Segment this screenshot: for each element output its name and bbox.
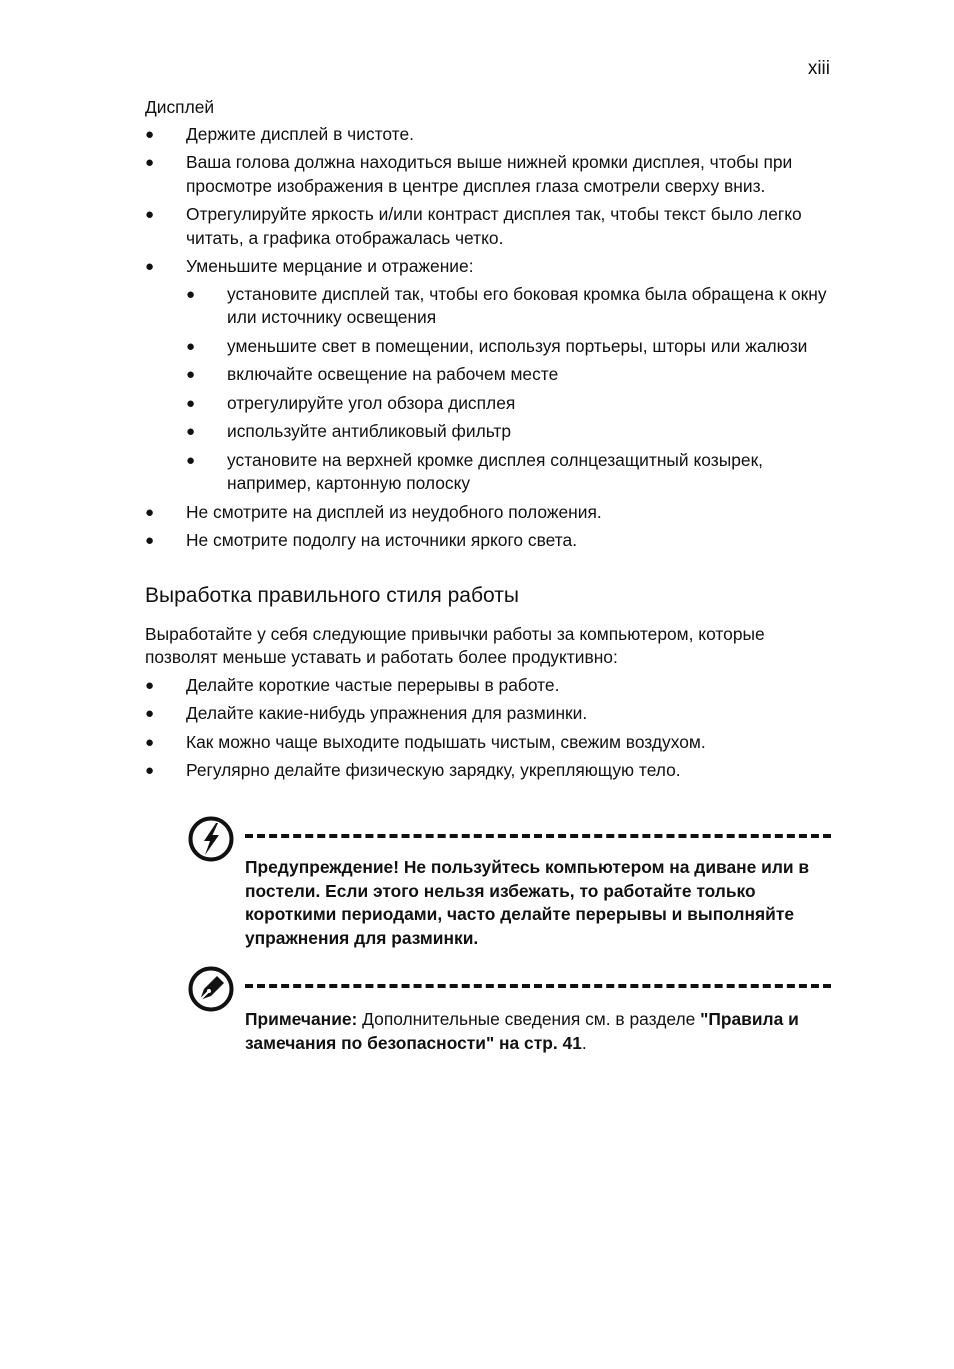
note-body: Дополнительные сведения см. в разделе [357,1009,701,1029]
sub-list-item: ● включайте освещение на рабочем месте [186,363,835,387]
bullet-icon: ● [186,366,196,383]
note-text [245,1008,815,1055]
list-item: ● Регулярно делайте физическую зарядку, укрепляющую тело. [145,759,835,783]
sub-list-item: ● отрегулируйте угол обзора дисплея [186,392,835,416]
bullet-icon: ● [145,676,155,694]
list-item: ● Не смотрите подолгу на источники яркого света. [145,529,835,553]
sub-list-item: ● установите дисплей так, чтобы его боковая кромка была обращена к окну или источнику освещения [186,283,827,327]
display-section-label: Дисплей [145,97,215,117]
section-intro: Выработайте у себя следующие привычки работы за компьютером, которые позволят меньше уставать и работать более продуктивно: [145,623,765,667]
divider [245,834,831,838]
bullet-icon: ● [145,206,155,223]
bullet-icon: ● [145,258,155,275]
list-item: ● Отрегулируйте яркость и/или контраст дисплея так, чтобы текст было легко читать, а графика отображалась четко. [145,204,802,248]
list-item: ● Ваша голова должна находиться выше нижней кромки дисплея, чтобы при просмотре изображения в центре дисплея глаза смотрели сверху вниз. [145,152,793,196]
glare-sublist [186,283,835,496]
note-pen-icon [187,965,235,1013]
list-item: ● Не смотрите на дисплей из неудобного положения. [145,501,835,525]
sub-list-item: ● установите на верхней кромке дисплея солнцезащитный козырек, например, картонную полоску [186,449,764,493]
list-item: ● Держите дисплей в чистоте. [145,123,835,147]
bullet-icon: ● [145,125,155,143]
note-label: Примечание: [245,1009,358,1029]
page-number: xiii [807,58,830,79]
bullet-icon: ● [186,337,196,355]
divider [245,984,831,988]
list-item: ● Как можно чаще выходите подышать чистым, свежим воздухом. [145,731,835,755]
bullet-icon: ● [145,733,155,751]
bullet-icon: ● [145,503,155,521]
list-item: ● Уменьшите мерцание и отражение: ● установите дисплей так, чтобы его боковая кромка была обращена к окну или источнику освещения ● уменьшите свет в помещении, используя портьеры, шторы или жалюзи ● включайте освещение на рабочем месте ● отрегулируйте угол обзора дисплея ● используйте антибликовый фильтр ● установите на верхней кромке дисплея солнцезащитный козырек, например, картонную полоску [145,255,835,496]
warning-lightning-icon [187,815,235,863]
bullet-icon: ● [186,394,196,412]
bullet-icon: ● [145,705,155,722]
bullet-icon: ● [145,762,155,779]
sub-list-item: ● используйте антибликовый фильтр [186,420,835,444]
display-list [145,123,835,553]
list-item: ● Делайте короткие частые перерывы в работе. [145,674,835,698]
bullet-icon: ● [145,532,155,549]
bullet-icon: ● [186,285,196,303]
section-heading: Выработка правильного стиля работы [145,583,519,607]
list-item: ● Делайте какие-нибудь упражнения для разминки. [145,702,835,726]
warning-text: Предупреждение! Не пользуйтесь компьютером на диване или в постели. Если этого нельзя избежать, то работайте только короткими периодами, часто делайте перерывы и выполняйте упражнения для разминки. [245,857,810,948]
bullet-icon: ● [145,154,155,171]
note-reference: "Правила и замечания по безопасности" на стр. 41 [245,1009,799,1053]
sub-list-item: ● уменьшите свет в помещении, используя портьеры, шторы или жалюзи [186,335,835,359]
bullet-icon: ● [186,423,196,440]
page-content [145,96,835,788]
bullet-icon: ● [186,451,196,469]
note-end: . [581,1032,587,1053]
work-habits-list [145,674,835,783]
